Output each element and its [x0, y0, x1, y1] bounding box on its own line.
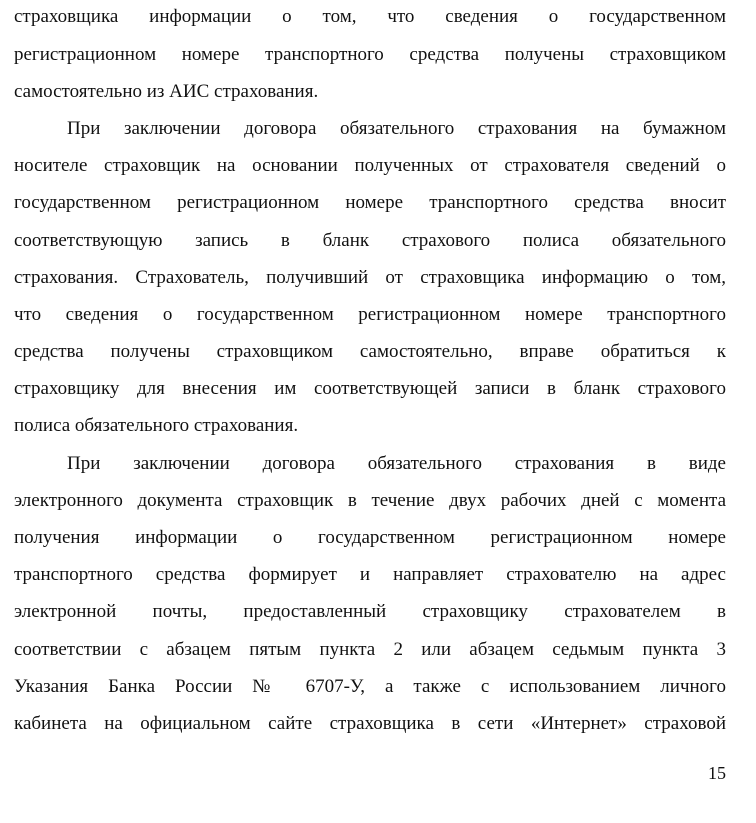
text-line: Указания Банка России № 6707-У, а также с использованием личного	[14, 676, 726, 697]
text-line: получения информации о государственном регистрационном номере	[14, 527, 726, 548]
text-line: средства получены страховщиком самостоятельно, вправе обратиться к	[14, 341, 726, 362]
text-line: кабинета на официальном сайте страховщика в сети «Интернет» страховой	[14, 713, 726, 734]
text-line: При заключении договора обязательного страхования на бумажном	[67, 118, 726, 139]
text-line: соответствии с абзацем пятым пункта 2 или абзацем седьмым пункта 3	[14, 639, 726, 660]
text-line: самостоятельно из АИС страхования.	[14, 81, 319, 102]
text-line: страхования. Страхователь, получивший от страховщика информацию о том,	[14, 267, 726, 288]
text-line: электронной почты, предоставленный страховщику страхователем в	[14, 601, 726, 622]
text-line: полиса обязательного страхования.	[14, 415, 299, 436]
text-line: регистрационном номере транспортного средства получены страховщиком	[14, 44, 726, 65]
text-line: государственном регистрационном номере транспортного средства вносит	[14, 192, 726, 213]
text-line: При заключении договора обязательного страхования в виде	[67, 453, 726, 474]
text-line: электронного документа страховщик в течение двух рабочих дней с момента	[14, 490, 726, 511]
text-line: соответствующую запись в бланк страхового полиса обязательного	[14, 230, 726, 251]
text-line: страховщика информации о том, что сведения о государственном	[14, 6, 726, 27]
text-line: страховщику для внесения им соответствующей записи в бланк страхового	[14, 378, 726, 399]
page-number: 15	[708, 763, 726, 783]
text-line: что сведения о государственном регистрационном номере транспортного	[14, 304, 726, 325]
text-line: транспортного средства формирует и направляет страхователю на адрес	[14, 564, 726, 585]
text-line: носителе страховщик на основании полученных от страхователя сведений о	[14, 155, 726, 176]
